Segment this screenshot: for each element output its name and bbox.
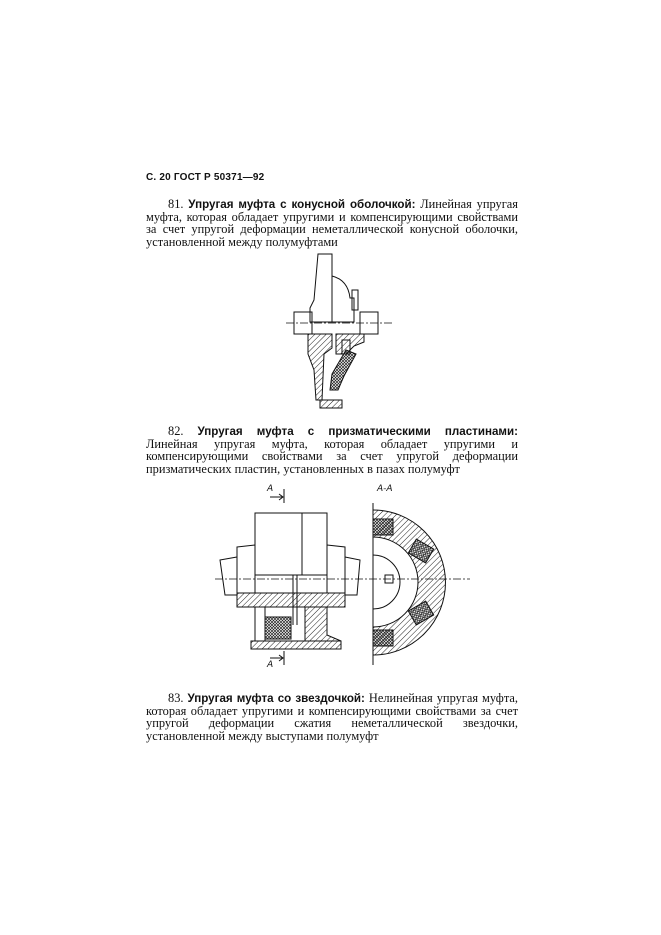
cone-coupling-drawing [280,250,400,410]
section-title: A-A [377,484,393,494]
figure-prismatic-plate-coupling [215,475,475,675]
prismatic-coupling-drawing [215,475,475,675]
entry-number: 83. [168,691,184,705]
entry-term: Упругая муфта с конусной оболочкой: [188,198,416,211]
entry-number: 82. [168,424,184,438]
entry-83 [146,692,518,742]
section-mark-top: A [267,484,274,494]
entry-number: 81. [168,197,184,211]
section-mark-bottom: A [267,660,274,670]
entry-term: Упругая муфта с призматическими пластинами: [197,425,518,438]
entry-81 [146,198,518,248]
page-header: С. 20 ГОСТ Р 50371—92 [146,172,265,183]
entry-definition: Линейная упругая муфта, которая обладает упругими и компенсирующими свойствами за счет упругой деформации неметаллической конусной оболочки, установленной между полумуфтами [146,197,518,249]
entry-definition: Нелинейная упругая муфта, которая обладает упругими и компенсирующими свойствами за счет упругой деформации сжатия неметаллической звездочки, установленной между выступами полумуфт [146,691,518,743]
figure-cone-shell-coupling [280,250,400,410]
entry-82 [146,425,518,475]
entry-term: Упругая муфта со звездочкой: [187,692,365,705]
entry-definition: Линейная упругая муфта, которая обладает упругими и компенсирующими свойствами за счет упругой деформации призматических пластин, установленных в пазах полумуфт [146,437,518,476]
